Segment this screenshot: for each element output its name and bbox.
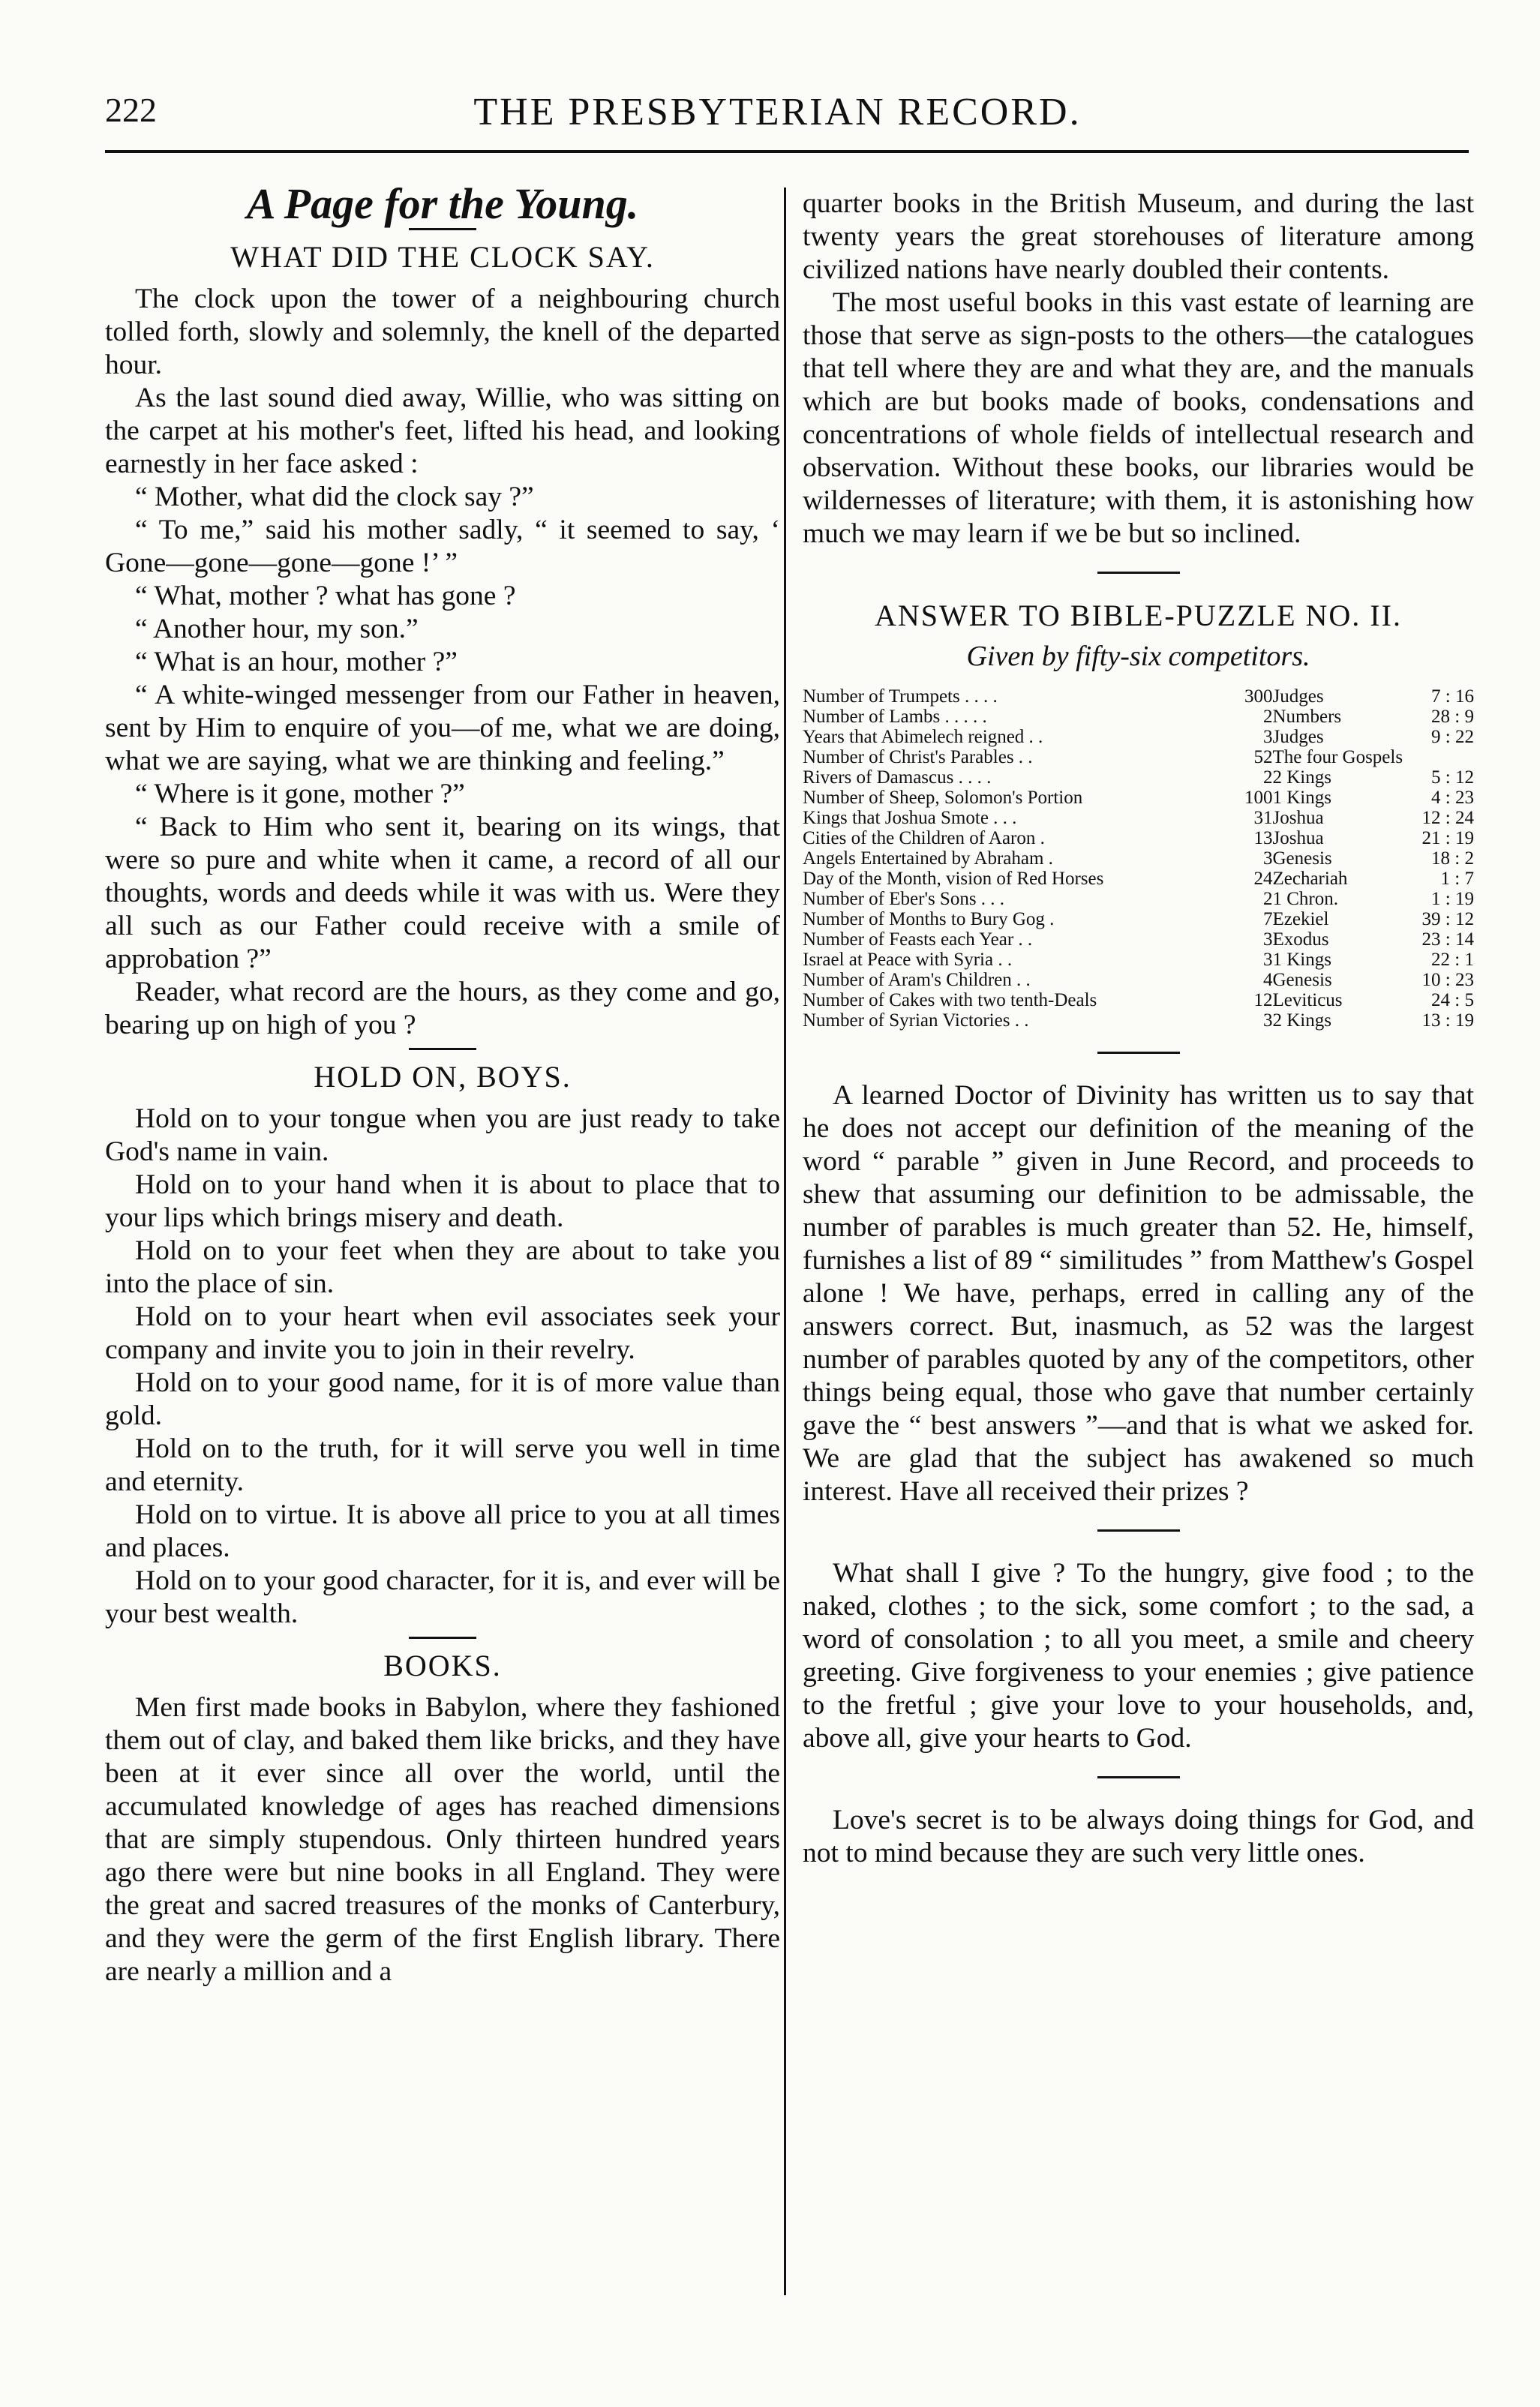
puzzle-answer-table — [803, 686, 1474, 1031]
hold-on-paragraph: Hold on to your tongue when you are just ready to take God's name in vain. — [105, 1103, 780, 1167]
table-row — [803, 889, 1474, 909]
running-title: THE PRESBYTERIAN RECORD. — [473, 91, 1082, 134]
clock-paragraph: As the last sound died away, Willie, who was sitting on the carpet at his mother's feet, lifted his head, and looking earnestly in her face asked : — [105, 383, 780, 479]
answer-reference: 13 : 19 — [1421, 1010, 1474, 1031]
table-row — [803, 686, 1474, 707]
hold-on-paragraph: Hold on to virtue. It is above all price to you at all times and places. — [105, 1499, 780, 1563]
table-row — [803, 747, 1474, 767]
answer-reference: 7 : 16 — [1431, 686, 1474, 707]
puzzle-subtitle: Given by fifty-six competitors. — [966, 641, 1310, 672]
answer-reference: 12 : 24 — [1421, 808, 1474, 828]
give-paragraph: What shall I give ? To the hungry, give food ; to the naked, clothes ; to the sick, some comfort ; to the sad, a word of consolation ; to all you meet, a smile and cheery greeting. Give forgiveness to your enemies ; give patience to the fretful ; give your love to your households, and, above all, give your hearts to God. — [803, 1558, 1474, 1754]
left-column — [105, 179, 780, 1988]
hold-on-paragraph: Hold on to your good name, for it is of more value than gold. — [105, 1367, 780, 1431]
answer-description: Cities of the Children of Aaron . — [803, 828, 1045, 848]
answer-book: Leviticus — [1272, 990, 1343, 1010]
hold-on-paragraph: Hold on to your good character, for it is, and ever will be your best wealth. — [105, 1565, 780, 1629]
answer-description: Number of Aram's Children . . — [803, 970, 1031, 990]
answer-number: 7 — [1263, 909, 1273, 929]
table-row — [803, 727, 1474, 747]
answer-description: Number of Syrian Victories . . — [803, 1010, 1029, 1031]
table-row — [803, 970, 1474, 990]
hold-on-paragraph: Hold on to your feet when they are about to take you into the place of sin. — [105, 1235, 780, 1299]
table-row — [803, 909, 1474, 929]
answer-number: 3 — [1263, 950, 1273, 970]
love-paragraph: Love's secret is to be always doing things for God, and not to mind because they are such very little ones. — [803, 1805, 1474, 1868]
table-row — [803, 808, 1474, 828]
answer-number: 3 — [1263, 929, 1273, 950]
answer-reference: 5 : 12 — [1431, 767, 1474, 788]
books-paragraph: Men first made books in Babylon, where they fashioned them out of clay, and baked them like bricks, and they have been at it ever since all over the world, until the accumulated knowledge of ages has reached dimensions that are simply stupendous. Only thirteen hundred years ago there were but nine books in all England. They were the great and sacred treasures of the monks of Canterbury, and they were the germ of the first English library. There are nearly a million and a — [105, 1692, 780, 1987]
books-title: BOOKS. — [383, 1649, 502, 1682]
answer-reference: 1 : 7 — [1440, 869, 1474, 889]
divider-rule — [1097, 1052, 1180, 1054]
answer-number: 3 — [1263, 848, 1273, 869]
answer-reference: 21 : 19 — [1421, 828, 1474, 848]
answer-number: 100 — [1244, 788, 1273, 808]
answer-number: 31 — [1253, 808, 1273, 828]
answer-book: Joshua — [1272, 828, 1324, 848]
clock-paragraph: Reader, what record are the hours, as they come and go, bearing up on high of you ? — [105, 977, 780, 1040]
answer-reference: 18 : 2 — [1431, 848, 1474, 869]
table-row — [803, 1010, 1474, 1031]
table-row — [803, 848, 1474, 869]
table-row — [803, 828, 1474, 848]
answer-reference: 28 : 9 — [1431, 707, 1474, 727]
answer-description: Day of the Month, vision of Red Horses — [803, 869, 1104, 889]
books-continued-paragraph: quarter books in the British Museum, and during the last twenty years the great storehouses of literature among civilized nations have nearly doubled their contents. — [803, 188, 1474, 285]
answer-reference: 10 : 23 — [1421, 970, 1474, 990]
answer-reference: 23 : 14 — [1421, 929, 1474, 950]
answer-reference: 4 : 23 — [1431, 788, 1474, 808]
clock-paragraph: “ Where is it gone, mother ?” — [135, 779, 465, 809]
answer-description: Number of Eber's Sons . . . — [803, 889, 1005, 909]
answer-description: Israel at Peace with Syria . . — [803, 950, 1013, 970]
table-row — [803, 869, 1474, 889]
answer-book: 2 Kings — [1272, 767, 1331, 788]
answer-reference: 24 : 5 — [1431, 990, 1474, 1010]
divider-rule — [1097, 572, 1180, 574]
divider-rule — [1097, 1776, 1180, 1778]
answer-book: The four Gospels — [1272, 747, 1403, 767]
answer-book: Ezekiel — [1272, 909, 1329, 929]
answer-book: Judges — [1272, 727, 1324, 747]
answer-reference: 9 : 22 — [1431, 727, 1474, 747]
clock-title: WHAT DID THE CLOCK SAY. — [230, 240, 655, 274]
answer-number: 24 — [1253, 869, 1273, 889]
hold-on-title: HOLD ON, BOYS. — [314, 1060, 572, 1094]
clock-paragraph: “ What, mother ? what has gone ? — [135, 581, 516, 611]
answer-description: Rivers of Damascus . . . . — [803, 767, 992, 788]
answer-description: Number of Christ's Parables . . — [803, 747, 1033, 767]
answer-description: Number of Months to Bury Gog . — [803, 909, 1055, 929]
answer-number: 13 — [1253, 828, 1273, 848]
answer-book: 1 Kings — [1272, 788, 1331, 808]
answer-reference: 1 : 19 — [1431, 889, 1474, 909]
answer-number: 4 — [1263, 970, 1273, 990]
table-row — [803, 950, 1474, 970]
table-row — [803, 788, 1474, 808]
table-row — [803, 707, 1474, 727]
department-title: A Page for the Young. — [246, 179, 639, 228]
answer-book: 1 Chron. — [1272, 889, 1338, 909]
answer-number: 300 — [1244, 686, 1273, 707]
clock-paragraph: The clock upon the tower of a neighbouring church tolled forth, slowly and solemnly, the knell of the departed hour. — [105, 284, 780, 380]
answer-description: Number of Feasts each Year . . — [803, 929, 1033, 950]
right-column — [803, 188, 1474, 1870]
hold-on-paragraph: Hold on to your hand when it is about to place that to your lips which brings misery and death. — [105, 1169, 780, 1233]
answer-reference: 39 : 12 — [1421, 909, 1474, 929]
clock-paragraph: “ To me,” said his mother sadly, “ it seemed to say, ‘ Gone—gone—gone—gone !’ ” — [105, 515, 780, 578]
divider-rule — [409, 1048, 476, 1050]
clock-paragraph: “ Another hour, my son.” — [135, 614, 419, 644]
answer-description: Kings that Joshua Smote . . . — [803, 808, 1017, 828]
puzzle-title: ANSWER TO BIBLE-PUZZLE NO. II. — [875, 599, 1402, 632]
answer-number: 12 — [1253, 990, 1273, 1010]
answer-book: Zechariah — [1272, 869, 1348, 889]
answer-number: 3 — [1263, 1010, 1273, 1031]
page-header — [105, 90, 1450, 143]
page-number: 222 — [105, 91, 157, 129]
books-continued-paragraph: The most useful books in this vast estate of learning are those that serve as sign-posts to the others—the catalogues that tell where they are and what they are, and the manuals which are but books made of books, condensations and concentrations of whole fields of intellectual research and observation. Without these books, our libraries would be wildernesses of literature; with them, it is astonishing how much we may learn if we be but so inclined. — [803, 287, 1474, 549]
answer-book: 1 Kings — [1272, 950, 1331, 970]
doctor-paragraph: A learned Doctor of Divinity has written us to say that he does not accept our definition of the meaning of the word “ parable ” given in June Record, and proceeds to shew that assuming our definition to be admissable, the number of parables is much greater than 52. He, himself, furnishes a list of 89 “ similitudes ” from Matthew's Gospel alone ! We have, perhaps, erred in calling any of the answers correct. But, inasmuch, as 52 was the largest number of parables quoted by any of the competitors, other things being equal, those who gave that number certainly gave the “ best answers ”—and that is what we asked for. We are glad that the subject has awakened so much interest. Have all received their prizes ? — [803, 1080, 1474, 1507]
divider-rule — [409, 228, 476, 230]
answer-description: Angels Entertained by Abraham . — [803, 848, 1053, 869]
answer-description: Number of Sheep, Solomon's Portion — [803, 788, 1083, 808]
table-row — [803, 990, 1474, 1010]
divider-rule — [409, 1637, 476, 1639]
column-divider — [784, 188, 786, 2295]
answer-number: 2 — [1263, 767, 1273, 788]
header-rule — [105, 150, 1469, 153]
clock-paragraph: “ What is an hour, mother ?” — [135, 647, 458, 677]
answer-book: 2 Kings — [1272, 1010, 1331, 1031]
clock-paragraph: “ Mother, what did the clock say ?” — [135, 482, 534, 512]
answer-number: 2 — [1263, 707, 1273, 727]
answer-description: Number of Lambs . . . . . — [803, 707, 987, 727]
answer-book: Judges — [1272, 686, 1324, 707]
answer-number: 3 — [1263, 727, 1273, 747]
table-row — [803, 767, 1474, 788]
answer-description: Years that Abimelech reigned . . — [803, 727, 1043, 747]
hold-on-paragraph: Hold on to the truth, for it will serve you well in time and eternity. — [105, 1433, 780, 1497]
clock-paragraph: “ Back to Him who sent it, bearing on its wings, that were so pure and white when it came, a record of all our thoughts, words and deeds while it was with us. Were they all such as our Father could receive with a smile of approbation ?” — [105, 812, 780, 974]
answer-description: Number of Trumpets . . . . — [803, 686, 998, 707]
answer-book: Genesis — [1272, 970, 1332, 990]
answer-book: Joshua — [1272, 808, 1324, 828]
answer-book: Genesis — [1272, 848, 1332, 869]
hold-on-paragraph: Hold on to your heart when evil associates seek your company and invite you to join in their revelry. — [105, 1301, 780, 1365]
answer-book: Exodus — [1272, 929, 1329, 950]
answer-book: Numbers — [1272, 707, 1342, 727]
clock-paragraph: “ A white-winged messenger from our Father in heaven, sent by Him to enquire of you—of me, what we are doing, what we are saying, what we are thinking and feeling.” — [105, 680, 780, 776]
table-row — [803, 929, 1474, 950]
answer-number: 2 — [1263, 889, 1273, 909]
answer-description: Number of Cakes with two tenth-Deals — [803, 990, 1097, 1010]
answer-reference: 22 : 1 — [1431, 950, 1474, 970]
answer-reference — [1420, 747, 1474, 767]
divider-rule — [1097, 1529, 1180, 1532]
answer-number: 52 — [1253, 747, 1273, 767]
